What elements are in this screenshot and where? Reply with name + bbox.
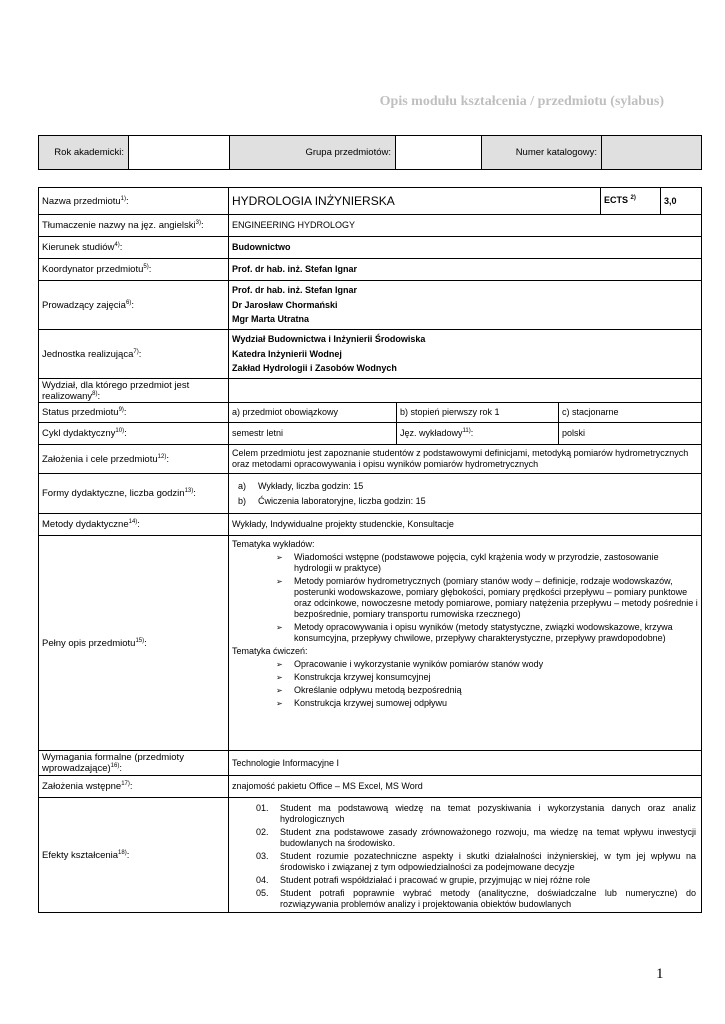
ects-label: ECTS $^{2)}$ <box>601 188 661 215</box>
prerequisites-label: Założenia wstępne$^{17)}$: <box>39 776 229 798</box>
methods-label: Metody dydaktyczne$^{14)}$: <box>39 514 229 536</box>
goals-label: Założenia i cele przedmiotu$^{12)}$: <box>39 445 229 474</box>
status-label: Status przedmiotu$^{9)}$: <box>39 403 229 423</box>
outcome-item: 05. Student potrafi poprawnie wybrać metody (analityczne, doświadczalne lub numeryczne) do rozwiązywania problemów analizy i projektowania obiektów budowlanych <box>256 888 697 909</box>
exercise-topic: ➢ Opracowanie i wykorzystanie wyników pomiarów stanów wody <box>276 659 698 670</box>
teacher-line: Dr Jarosław Chormański <box>232 299 338 310</box>
language-value: polski <box>559 423 702 445</box>
row-subject-name <box>39 188 702 215</box>
teachers-value <box>229 281 702 330</box>
outcome-item: 02. Student zna podstawowe zasady zrównoważonego rozwoju, ma wiedzę na temat wpływu inwestycji budowlanych na środowisko. <box>256 827 697 848</box>
row-translation <box>39 215 702 237</box>
ects-value: 3,0 <box>661 188 702 215</box>
unit-line: Zakład Hydrologii i Zasobów Wodnych <box>232 363 397 374</box>
lecture-topic: ➢ Wiadomości wstępne (podstawowe pojęcia, cykl krążenia wody w przyrodzie, zastosowanie hydrologii w praktyce) <box>276 552 698 574</box>
status-b: b) stopień pierwszy rok 1 <box>397 403 559 423</box>
outcome-item: 04. Student potrafi współdziałać i pracować w grupie, przyjmując w niej różne role <box>256 875 591 885</box>
description-value <box>229 536 702 751</box>
field-label: Kierunek studiów$^{4)}$: <box>39 237 229 259</box>
prerequisites-value: znajomość pakietu Office – MS Excel, MS Word <box>229 776 702 798</box>
catalog-number-label: Numer katalogowy: <box>482 136 602 170</box>
row-faculty-for <box>39 379 702 403</box>
catalog-number-value <box>602 136 702 170</box>
subject-group-label: Grupa przedmiotów: <box>230 136 396 170</box>
row-teachers <box>39 281 702 330</box>
subject-group-value <box>396 136 482 170</box>
cycle-label: Cykl dydaktyczny$^{10)}$: <box>39 423 229 445</box>
exercise-topic: ➢ Określanie odpływu metodą bezpośrednią <box>276 685 698 696</box>
syllabus-table <box>38 187 702 913</box>
exercises-heading: Tematyka ćwiczeń: <box>232 646 308 656</box>
row-requirements <box>39 751 702 776</box>
outcomes-value <box>229 798 702 913</box>
forms-label: Formy dydaktyczne, liczba godzin$^{13)}$: <box>39 474 229 514</box>
status-a: a) przedmiot obowiązkowy <box>229 403 397 423</box>
faculty-for-label: Wydział, dla którego przedmiot jest realizowany$^{8)}$: <box>39 379 229 403</box>
requirements-value: Technologie Informacyjne I <box>229 751 702 776</box>
coordinator-label: Koordynator przedmiotu$^{5)}$: <box>39 259 229 281</box>
header-table <box>38 135 702 170</box>
unit-label: Jednostka realizująca$^{7)}$: <box>39 330 229 379</box>
page-number: 1 <box>656 966 664 982</box>
description-label: Pełny opis przedmiotu$^{15)}$: <box>39 536 229 751</box>
exercises-list <box>232 659 698 709</box>
methods-value: Wykłady, Indywidualne projekty studenckie, Konsultacje <box>229 514 702 536</box>
outcome-item: 03. Student rozumie pozatechniczne aspekty i skutki działalności inżynierskiej, w tym jej wpływu na środowisko i związanej z tym odpowiedzialności za podejmowane decyzje <box>256 851 697 872</box>
teachers-label: Prowadzący zajęcia$^{6)}$: <box>39 281 229 330</box>
row-outcomes <box>39 798 702 913</box>
status-c: c) stacjonarne <box>559 403 702 423</box>
outcomes-label: Efekty kształcenia$^{18)}$: <box>39 798 229 913</box>
row-prerequisites <box>39 776 702 798</box>
row-methods <box>39 514 702 536</box>
academic-year-value <box>129 136 230 170</box>
form-item: a) Wykłady, liczba godzin: 15 <box>238 480 364 491</box>
unit-line: Wydział Budownictwa i Inżynierii Środowiska <box>232 334 426 345</box>
lectures-list <box>232 552 698 644</box>
row-forms <box>39 474 702 514</box>
row-status <box>39 403 702 423</box>
coordinator-value: Prof. dr hab. inż. Stefan Ignar <box>229 259 702 281</box>
teacher-line: Mgr Marta Utratna <box>232 314 310 325</box>
subject-name-label: Nazwa przedmiotu$^{1)}$: <box>39 188 229 215</box>
form-item: b) Ćwiczenia laboratoryjne, liczba godzin: 15 <box>238 495 426 506</box>
row-description <box>39 536 702 751</box>
row-goals <box>39 445 702 474</box>
unit-value <box>229 330 702 379</box>
unit-line: Katedra Inżynierii Wodnej <box>232 348 342 359</box>
goals-value: Celem przedmiotu jest zapoznanie studentów z podstawowymi definicjami, metodyką pomiarów hydrometrycznych oraz metodami opracowywania i opisu wyników pomiarów hydrometrycznych <box>229 445 702 474</box>
outcome-item: 01. Student ma podstawową wiedzę na temat pozyskiwania i wykorzystania danych oraz analiz hydrologicznych <box>256 803 697 824</box>
row-coordinator <box>39 259 702 281</box>
lecture-topic: ➢ Metody pomiarów hydrometrycznych (pomiary stanów wody – definicje, rodzaje wodowskazów, posterunki wodowskazowe, pomiary głębokości, pomiary prędkości przepływu – pomiary punktowe oraz odcinkowe, nowoczesne metody pomiarowe, pomiary natężenia przepływu – metody pośrednie i bezpośrednie, pomiary transportu rumowiska rzecznego) <box>276 576 698 620</box>
teacher-line: Prof. dr hab. inż. Stefan Ignar <box>232 285 358 296</box>
row-unit <box>39 330 702 379</box>
forms-value <box>229 474 702 514</box>
row-field-of-study <box>39 237 702 259</box>
language-label: Jęz. wykładowy$^{11)}$: <box>397 423 559 445</box>
requirements-label: Wymagania formalne (przedmioty wprowadzające)$^{16)}$: <box>39 751 229 776</box>
translation-value: ENGINEERING HYDROLOGY <box>229 215 702 237</box>
exercise-topic: ➢ Konstrukcja krzywej sumowej odpływu <box>276 698 698 709</box>
academic-year-label: Rok akademicki: <box>39 136 129 170</box>
row-cycle <box>39 423 702 445</box>
faculty-for-value <box>229 379 702 403</box>
document-title: Opis modułu kształcenia / przedmiotu (sylabus) <box>379 94 664 109</box>
subject-name-value: HYDROLOGIA INŻYNIERSKA <box>229 188 601 215</box>
lecture-topic: ➢ Metody opracowywania i opisu wyników (metody statystyczne, związki wodowskazowe, krzywa konsumcyjna, przepływy chwilowe, przepływy charakterystyczne, przepływy prawdopodobne) <box>276 622 698 644</box>
translation-label: Tłumaczenie nazwy na jęz. angielski$^{3)}$: <box>39 215 229 237</box>
lectures-heading: Tematyka wykładów: <box>232 539 315 549</box>
cycle-value: semestr letni <box>229 423 397 445</box>
outcomes-list <box>232 803 698 910</box>
exercise-topic: ➢ Konstrukcja krzywej konsumcyjnej <box>276 672 698 683</box>
field-value: Budownictwo <box>229 237 702 259</box>
